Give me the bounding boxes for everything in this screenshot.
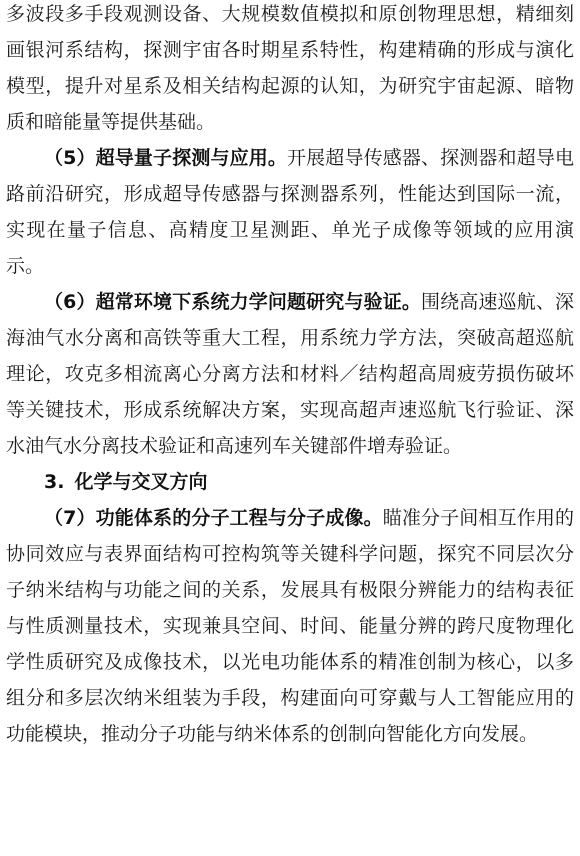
section-heading-title: 化学与交叉方向 — [74, 471, 208, 493]
item-7-lead: （7）功能体系的分子工程与分子成像。 — [44, 507, 383, 529]
item-6-body: 围绕高速巡航、深海油气水分离和高铁等重大工程，用系统力学方法，突破高超巡航理论，攻克多相流离心分离方法和材料／结构超高周疲劳损伤破坏等关键技术，形成系统解决方案，实现高超声速巡航飞行验证、深水油气水分离技术验证和高速列车关键部件增寿验证。 — [6, 291, 574, 457]
item-5-paragraph — [6, 140, 574, 284]
item-7-body: 瞄准分子间相互作用的协同效应与表界面结构可控构筑等关键科学问题，探究不同层次分子纳米结构与功能之间的关系，发展具有极限分辨能力的结构表征与性质测量技术，实现兼具空间、时间、能量分辨的跨尺度物理化学性质研究及成像技术，以光电功能体系的精准创制为核心，以多组分和多层次纳米组装为手段，构建面向可穿戴与人工智能应用的功能模块，推动分子功能与纳米体系的创制向智能化方向发展。 — [6, 507, 574, 745]
section-heading — [6, 464, 574, 500]
item-5-lead: （5）超导量子探测与应用。 — [44, 147, 288, 169]
intro-paragraph: 多波段多手段观测设备、大规模数值模拟和原创物理思想，精细刻画银河系结构，探测宇宙各时期星系特性，构建精确的形成与演化模型，提升对星系及相关结构起源的认知，为研究宇宙起源、暗物质和暗能量等提供基础。 — [6, 3, 574, 133]
item-7-paragraph — [6, 500, 574, 752]
item-6-paragraph — [6, 284, 574, 464]
item-5-body: 开展超导传感器、探测器和超导电路前沿研究，形成超导传感器与探测器系列，性能达到国际一流，实现在量子信息、高精度卫星测距、单光子成像等领域的应用演示。 — [6, 147, 574, 277]
section-heading-number: 3. — [44, 471, 65, 493]
item-6-lead: （6）超常环境下系统力学问题研究与验证。 — [44, 291, 421, 313]
